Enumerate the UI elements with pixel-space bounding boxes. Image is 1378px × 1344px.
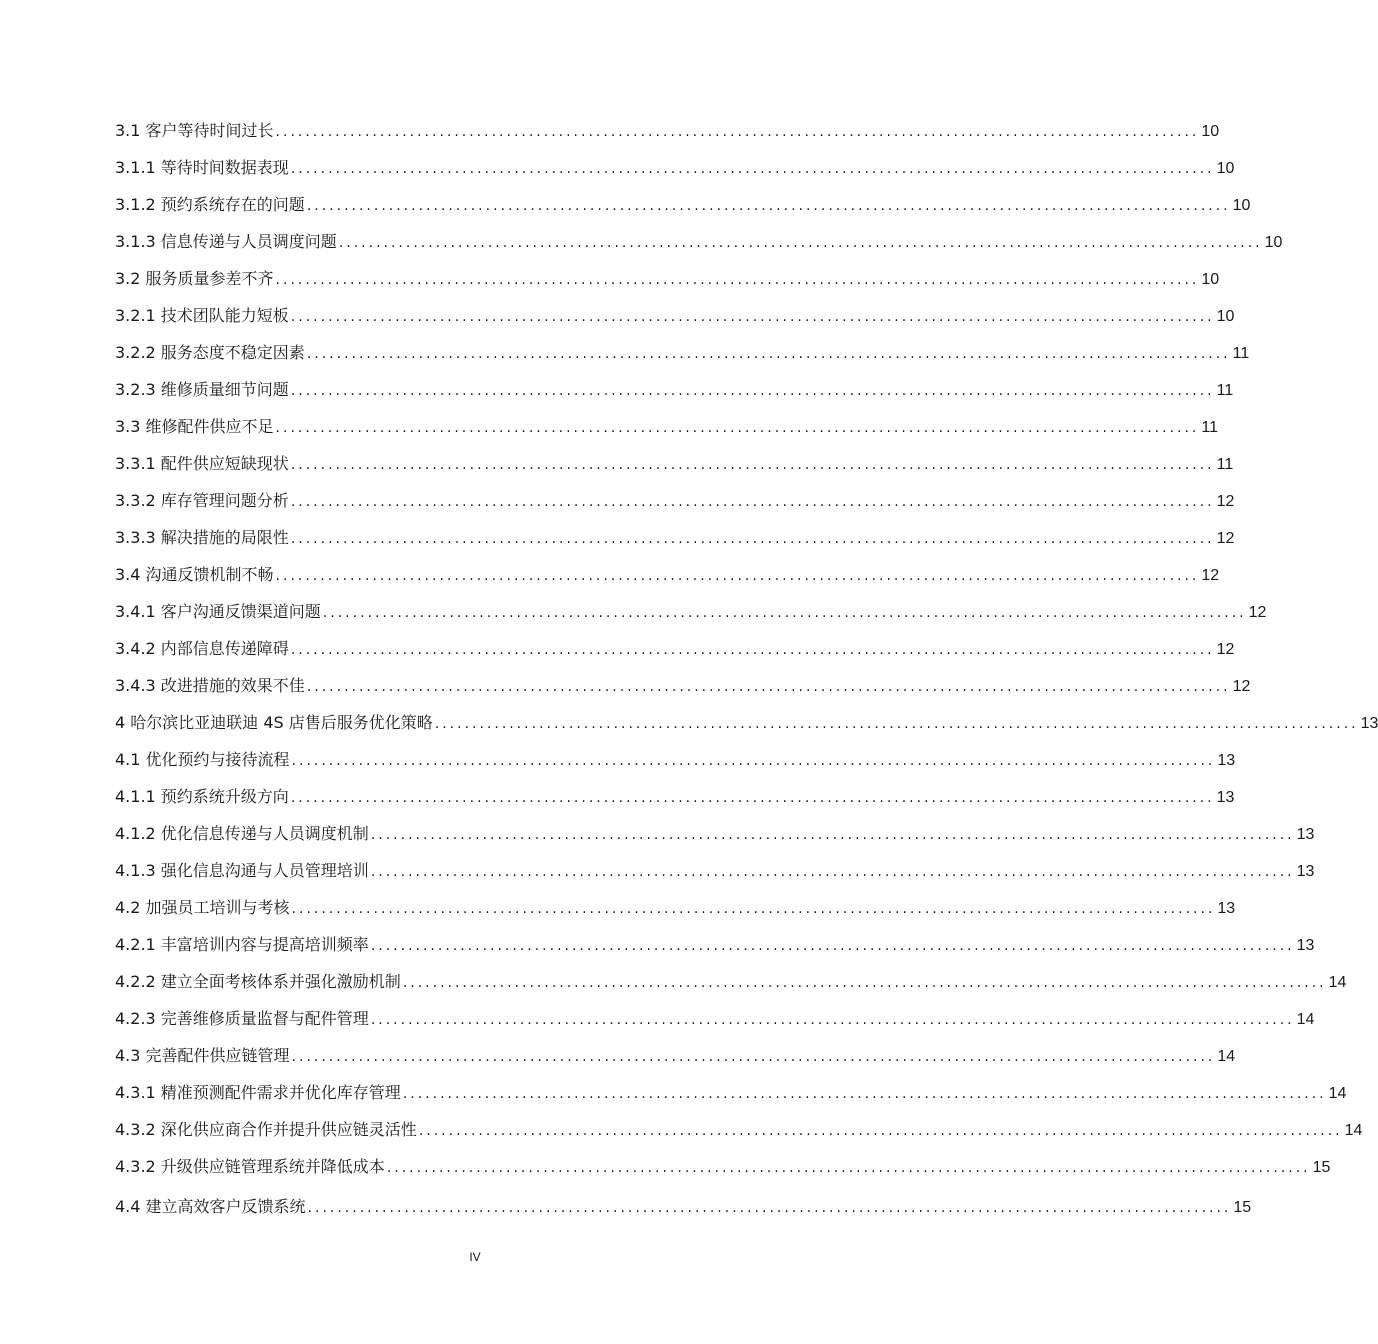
toc-entry-title: 4.3 完善配件供应链管理 — [115, 1046, 290, 1065]
toc-entry-title: 4.1 优化预约与接待流程 — [115, 750, 290, 769]
toc-entry-page: 12 — [1216, 493, 1235, 510]
toc-entry-title: 4.3.1 精准预测配件需求并优化库存管理 — [115, 1083, 401, 1102]
toc-entry[interactable] — [115, 445, 1234, 482]
toc-entry-page: 13 — [1217, 900, 1236, 917]
toc-leader-dots: ............................................................................................................................ — [402, 1086, 1327, 1102]
toc-leader-dots: ............................................................................................................................ — [307, 1200, 1232, 1216]
toc-entry-page: 10 — [1216, 160, 1235, 177]
toc-entry[interactable] — [115, 667, 1251, 704]
toc-entry-page: 11 — [1201, 419, 1218, 436]
toc-entry-page: 11 — [1216, 456, 1234, 473]
toc-entry-title: 4.3.2 升级供应链管理系统并降低成本 — [115, 1157, 385, 1176]
toc-leader-dots: ............................................................................................................................ — [291, 753, 1216, 769]
toc-entry-page: 14 — [1217, 1048, 1236, 1065]
toc-leader-dots: ............................................................................................................................ — [290, 790, 1215, 806]
toc-entry[interactable] — [115, 963, 1347, 1000]
toc-entry-title: 4.2.2 建立全面考核体系并强化激励机制 — [115, 972, 401, 991]
toc-entry[interactable] — [115, 630, 1235, 667]
toc-entry-page: 14 — [1328, 974, 1347, 991]
toc-entry[interactable] — [115, 371, 1234, 408]
toc-entry[interactable] — [115, 260, 1220, 297]
toc-entry[interactable] — [115, 889, 1236, 926]
toc-entry-page: 12 — [1201, 567, 1220, 584]
toc-leader-dots: ............................................................................................................................ — [275, 568, 1200, 584]
toc-leader-dots: ............................................................................................................................ — [291, 1049, 1216, 1065]
toc-leader-dots: ............................................................................................................................ — [291, 901, 1216, 917]
toc-entry-page: 14 — [1328, 1085, 1347, 1102]
toc-leader-dots: ............................................................................................................................ — [290, 161, 1215, 177]
toc-entry-page: 12 — [1232, 678, 1251, 695]
toc-entry-page: 15 — [1233, 1199, 1252, 1216]
toc-leader-dots: ............................................................................................................................ — [370, 827, 1295, 843]
toc-entry-title: 4.1.2 优化信息传递与人员调度机制 — [115, 824, 369, 843]
toc-entry[interactable] — [115, 1074, 1347, 1111]
toc-entry-title: 3.2 服务质量参差不齐 — [115, 269, 274, 288]
toc-leader-dots: ............................................................................................................................ — [275, 124, 1200, 140]
toc-leader-dots: ............................................................................................................................ — [290, 457, 1215, 473]
toc-leader-dots: ............................................................................................................................ — [338, 235, 1263, 251]
toc-entry-title: 3.1.3 信息传递与人员调度问题 — [115, 232, 337, 251]
toc-entry-page: 12 — [1216, 530, 1235, 547]
toc-entry[interactable] — [115, 741, 1236, 778]
toc-entry-title: 4.2 加强员工培训与考核 — [115, 898, 290, 917]
toc-entry[interactable] — [115, 852, 1315, 889]
toc-entry-title: 4.2.1 丰富培训内容与提高培训频率 — [115, 935, 369, 954]
table-of-contents — [115, 112, 1378, 1225]
toc-entry-title: 3.1 客户等待时间过长 — [115, 121, 274, 140]
toc-entry-title: 4 哈尔滨比亚迪联迪 4S 店售后服务优化策略 — [115, 713, 433, 732]
toc-entry[interactable] — [115, 926, 1315, 963]
toc-entry-page: 13 — [1360, 715, 1378, 732]
toc-entry[interactable] — [115, 519, 1235, 556]
toc-entry[interactable] — [115, 1000, 1315, 1037]
toc-entry-page: 10 — [1201, 123, 1220, 140]
toc-entry-title: 3.3.3 解决措施的局限性 — [115, 528, 289, 547]
toc-leader-dots: ............................................................................................................................ — [418, 1123, 1343, 1139]
toc-entry[interactable] — [115, 186, 1251, 223]
toc-entry[interactable] — [115, 1148, 1331, 1185]
toc-entry-title: 4.3.2 深化供应商合作并提升供应链灵活性 — [115, 1120, 417, 1139]
toc-entry-page: 11 — [1232, 345, 1250, 362]
toc-leader-dots: ............................................................................................................................ — [306, 679, 1231, 695]
toc-leader-dots: ............................................................................................................................ — [290, 531, 1215, 547]
toc-entry-page: 11 — [1216, 382, 1234, 399]
toc-entry[interactable] — [115, 223, 1283, 260]
toc-entry[interactable] — [115, 556, 1220, 593]
toc-entry[interactable] — [115, 815, 1315, 852]
toc-entry-title: 3.4.3 改进措施的效果不佳 — [115, 676, 305, 695]
toc-entry-page: 12 — [1216, 641, 1235, 658]
toc-entry[interactable] — [115, 149, 1235, 186]
toc-entry[interactable] — [115, 778, 1235, 815]
toc-entry-title: 3.2.2 服务态度不稳定因素 — [115, 343, 305, 362]
toc-entry-title: 3.3 维修配件供应不足 — [115, 417, 274, 436]
toc-entry-title: 3.1.1 等待时间数据表现 — [115, 158, 289, 177]
toc-leader-dots: ............................................................................................................................ — [290, 494, 1215, 510]
toc-leader-dots: ............................................................................................................................ — [370, 1012, 1295, 1028]
toc-leader-dots: ............................................................................................................................ — [306, 198, 1231, 214]
toc-entry-page: 10 — [1201, 271, 1220, 288]
toc-entry-page: 12 — [1248, 604, 1267, 621]
toc-entry-title: 3.3.1 配件供应短缺现状 — [115, 454, 289, 473]
toc-entry-title: 4.1.1 预约系统升级方向 — [115, 787, 289, 806]
toc-entry-title: 3.4.1 客户沟通反馈渠道问题 — [115, 602, 321, 621]
toc-entry[interactable] — [115, 1037, 1236, 1074]
toc-entry[interactable] — [115, 297, 1235, 334]
toc-entry-title: 3.2.3 维修质量细节问题 — [115, 380, 289, 399]
toc-entry-page: 10 — [1232, 197, 1251, 214]
toc-leader-dots: ............................................................................................................................ — [386, 1160, 1311, 1176]
toc-entry[interactable] — [115, 112, 1220, 149]
toc-entry-title: 3.4 沟通反馈机制不畅 — [115, 565, 274, 584]
toc-leader-dots: ............................................................................................................................ — [434, 716, 1359, 732]
toc-entry[interactable] — [115, 1111, 1363, 1148]
toc-leader-dots: ............................................................................................................................ — [290, 309, 1215, 325]
toc-entry[interactable] — [115, 334, 1250, 371]
toc-leader-dots: ............................................................................................................................ — [290, 383, 1215, 399]
toc-leader-dots: ............................................................................................................................ — [306, 346, 1231, 362]
toc-entry-title: 3.4.2 内部信息传递障碍 — [115, 639, 289, 658]
toc-entry-title: 4.4 建立高效客户反馈系统 — [115, 1197, 306, 1216]
toc-entry-page: 13 — [1296, 863, 1315, 880]
toc-leader-dots: ............................................................................................................................ — [290, 642, 1215, 658]
toc-entry[interactable] — [115, 593, 1267, 630]
toc-entry-page: 10 — [1216, 308, 1235, 325]
toc-entry-title: 3.1.2 预约系统存在的问题 — [115, 195, 305, 214]
toc-entry[interactable] — [115, 408, 1218, 445]
toc-entry-page: 14 — [1344, 1122, 1363, 1139]
toc-leader-dots: ............................................................................................................................ — [322, 605, 1247, 621]
toc-entry-page: 13 — [1296, 937, 1315, 954]
toc-entry-page: 13 — [1216, 789, 1235, 806]
toc-entry-page: 15 — [1312, 1159, 1331, 1176]
footer-page-number: IV — [469, 1250, 481, 1264]
toc-leader-dots: ............................................................................................................................ — [370, 938, 1295, 954]
toc-entry-page: 14 — [1296, 1011, 1315, 1028]
toc-entry[interactable] — [115, 1188, 1252, 1225]
toc-entry-title: 4.1.3 强化信息沟通与人员管理培训 — [115, 861, 369, 880]
toc-entry-title: 3.3.2 库存管理问题分析 — [115, 491, 289, 510]
toc-entry[interactable] — [115, 482, 1235, 519]
toc-entry-page: 13 — [1296, 826, 1315, 843]
toc-leader-dots: ............................................................................................................................ — [402, 975, 1327, 991]
toc-leader-dots: ............................................................................................................................ — [275, 272, 1200, 288]
toc-entry-title: 4.2.3 完善维修质量监督与配件管理 — [115, 1009, 369, 1028]
toc-entry[interactable] — [115, 704, 1378, 741]
toc-entry-page: 13 — [1217, 752, 1236, 769]
toc-leader-dots: ............................................................................................................................ — [275, 420, 1200, 436]
toc-entry-page: 10 — [1264, 234, 1283, 251]
toc-entry-title: 3.2.1 技术团队能力短板 — [115, 306, 289, 325]
toc-leader-dots: ............................................................................................................................ — [370, 864, 1295, 880]
